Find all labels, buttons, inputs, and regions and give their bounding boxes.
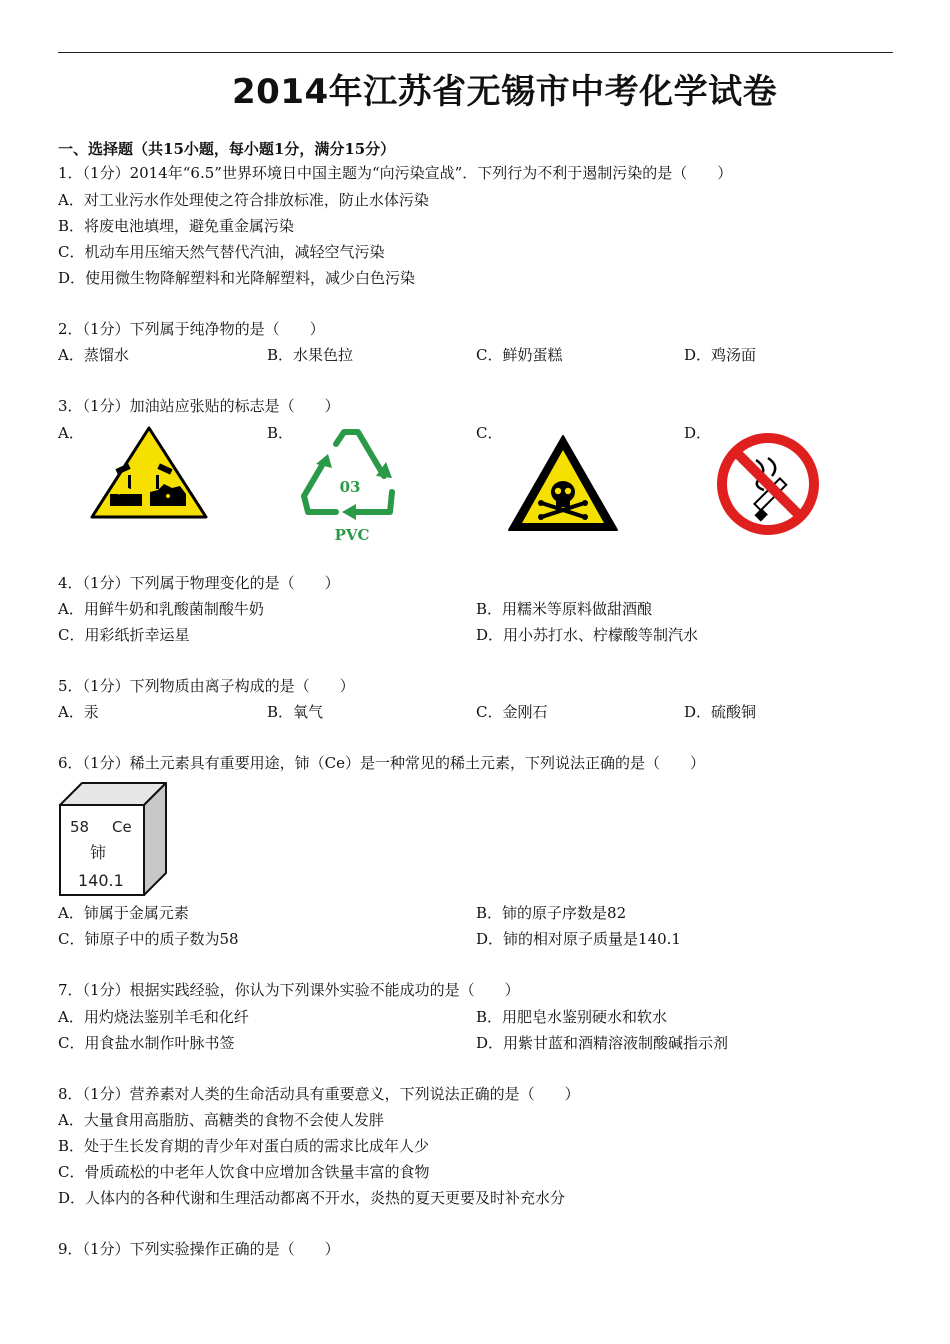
q2-stem: 2．（1分）下列属于纯净物的是（ ） — [58, 320, 325, 338]
q9-stem: 9．（1分）下列实验操作正确的是（ ） — [58, 1240, 340, 1258]
q5-stem: 5．（1分）下列物质由离子构成的是（ ） — [58, 677, 355, 695]
q3-option-a: A． — [58, 424, 84, 442]
q8-option-c: C．骨质疏松的中老年人饮食中应增加含铁量丰富的食物 — [58, 1163, 430, 1181]
q6-option-a: A．铈属于金属元素 — [58, 904, 189, 922]
page-title: 2014年江苏省无锡市中考化学试卷 — [232, 72, 778, 112]
q4-stem: 4．（1分）下列属于物理变化的是（ ） — [58, 574, 340, 592]
q6-stem: 6．（1分）稀土元素具有重要用途，铈（Ce）是一种常见的稀土元素，下列说法正确的是（ ） — [58, 754, 705, 772]
q4-option-d: D．用小苏打水、柠檬酸等制汽水 — [476, 626, 699, 644]
q4-option-b: B．用糯米等原料做甜酒酿 — [476, 600, 653, 618]
element-symbol: Ce — [112, 818, 132, 836]
q1-option-c: C．机动车用压缩天然气替代汽油，减轻空气污染 — [58, 243, 385, 261]
q8-option-d: D．人体内的各种代谢和生理活动都离不开水，炎热的夏天更要及时补充水分 — [58, 1189, 566, 1207]
no-smoking-icon — [716, 432, 820, 536]
recycle-label: PVC — [334, 526, 370, 544]
recycle-pvc-icon — [296, 426, 404, 546]
q2-option-d: D．鸡汤面 — [684, 346, 757, 364]
q3-option-c: C． — [476, 424, 503, 442]
q5-option-d: D．硫酸铜 — [684, 703, 757, 721]
element-name: 铈 — [90, 843, 107, 862]
q2-option-c: C．鲜奶蛋糕 — [476, 346, 563, 364]
q6-option-d: D．铈的相对原子质量是140.1 — [476, 930, 681, 948]
q2-option-b: B．水果色拉 — [267, 346, 354, 364]
q6-option-c: C．铈原子中的质子数为58 — [58, 930, 239, 948]
q7-option-a: A．用灼烧法鉴别羊毛和化纤 — [58, 1008, 249, 1026]
q3-option-d: D． — [684, 424, 712, 442]
q1-option-d: D．使用微生物降解塑料和光降解塑料，减少白色污染 — [58, 269, 416, 287]
section-heading: 一、选择题（共15小题，每小题1分，满分15分） — [58, 140, 396, 158]
q7-option-c: C．用食盐水制作叶脉书签 — [58, 1034, 235, 1052]
toxic-skull-warning-icon — [506, 432, 620, 534]
q5-option-b: B．氧气 — [267, 703, 324, 721]
header-rule — [58, 52, 893, 53]
q3-stem: 3．（1分）加油站应张贴的标志是（ ） — [58, 397, 340, 415]
q1-stem: 1．（1分）2014年“6.5”世界环境日中国主题为“向污染宣战”．下列行为不利于遏制污染的是（ ） — [58, 164, 733, 182]
q7-option-b: B．用肥皂水鉴别硬水和软水 — [476, 1008, 668, 1026]
q7-option-d: D．用紫甘蓝和酒精溶液制酸碱指示剂 — [476, 1034, 729, 1052]
q8-option-b: B．处于生长发育期的青少年对蛋白质的需求比成年人少 — [58, 1137, 430, 1155]
q8-option-a: A．大量食用高脂肪、高糖类的食物不会使人发胖 — [58, 1111, 384, 1129]
element-mass: 140.1 — [78, 871, 124, 890]
q3-option-b: B． — [267, 424, 294, 442]
q7-stem: 7．（1分）根据实践经验，你认为下列课外实验不能成功的是（ ） — [58, 981, 520, 999]
q5-option-a: A．汞 — [58, 703, 99, 721]
q4-option-a: A．用鲜牛奶和乳酸菌制酸牛奶 — [58, 600, 264, 618]
recycle-code: 03 — [339, 478, 361, 496]
q5-option-c: C．金刚石 — [476, 703, 548, 721]
q1-option-b: B．将废电池填埋，避免重金属污染 — [58, 217, 295, 235]
q2-option-a: A．蒸馏水 — [58, 346, 129, 364]
q4-option-c: C．用彩纸折幸运星 — [58, 626, 190, 644]
q1-option-a: A．对工业污水作处理使之符合排放标准，防止水体污染 — [58, 191, 429, 209]
q6-option-b: B．铈的原子序数是82 — [476, 904, 627, 922]
q8-stem: 8．（1分）营养素对人类的生命活动具有重要意义，下列说法正确的是（ ） — [58, 1085, 580, 1103]
element-number: 58 — [70, 818, 90, 836]
corrosive-warning-icon — [88, 424, 210, 520]
element-card-cerium — [58, 781, 170, 897]
